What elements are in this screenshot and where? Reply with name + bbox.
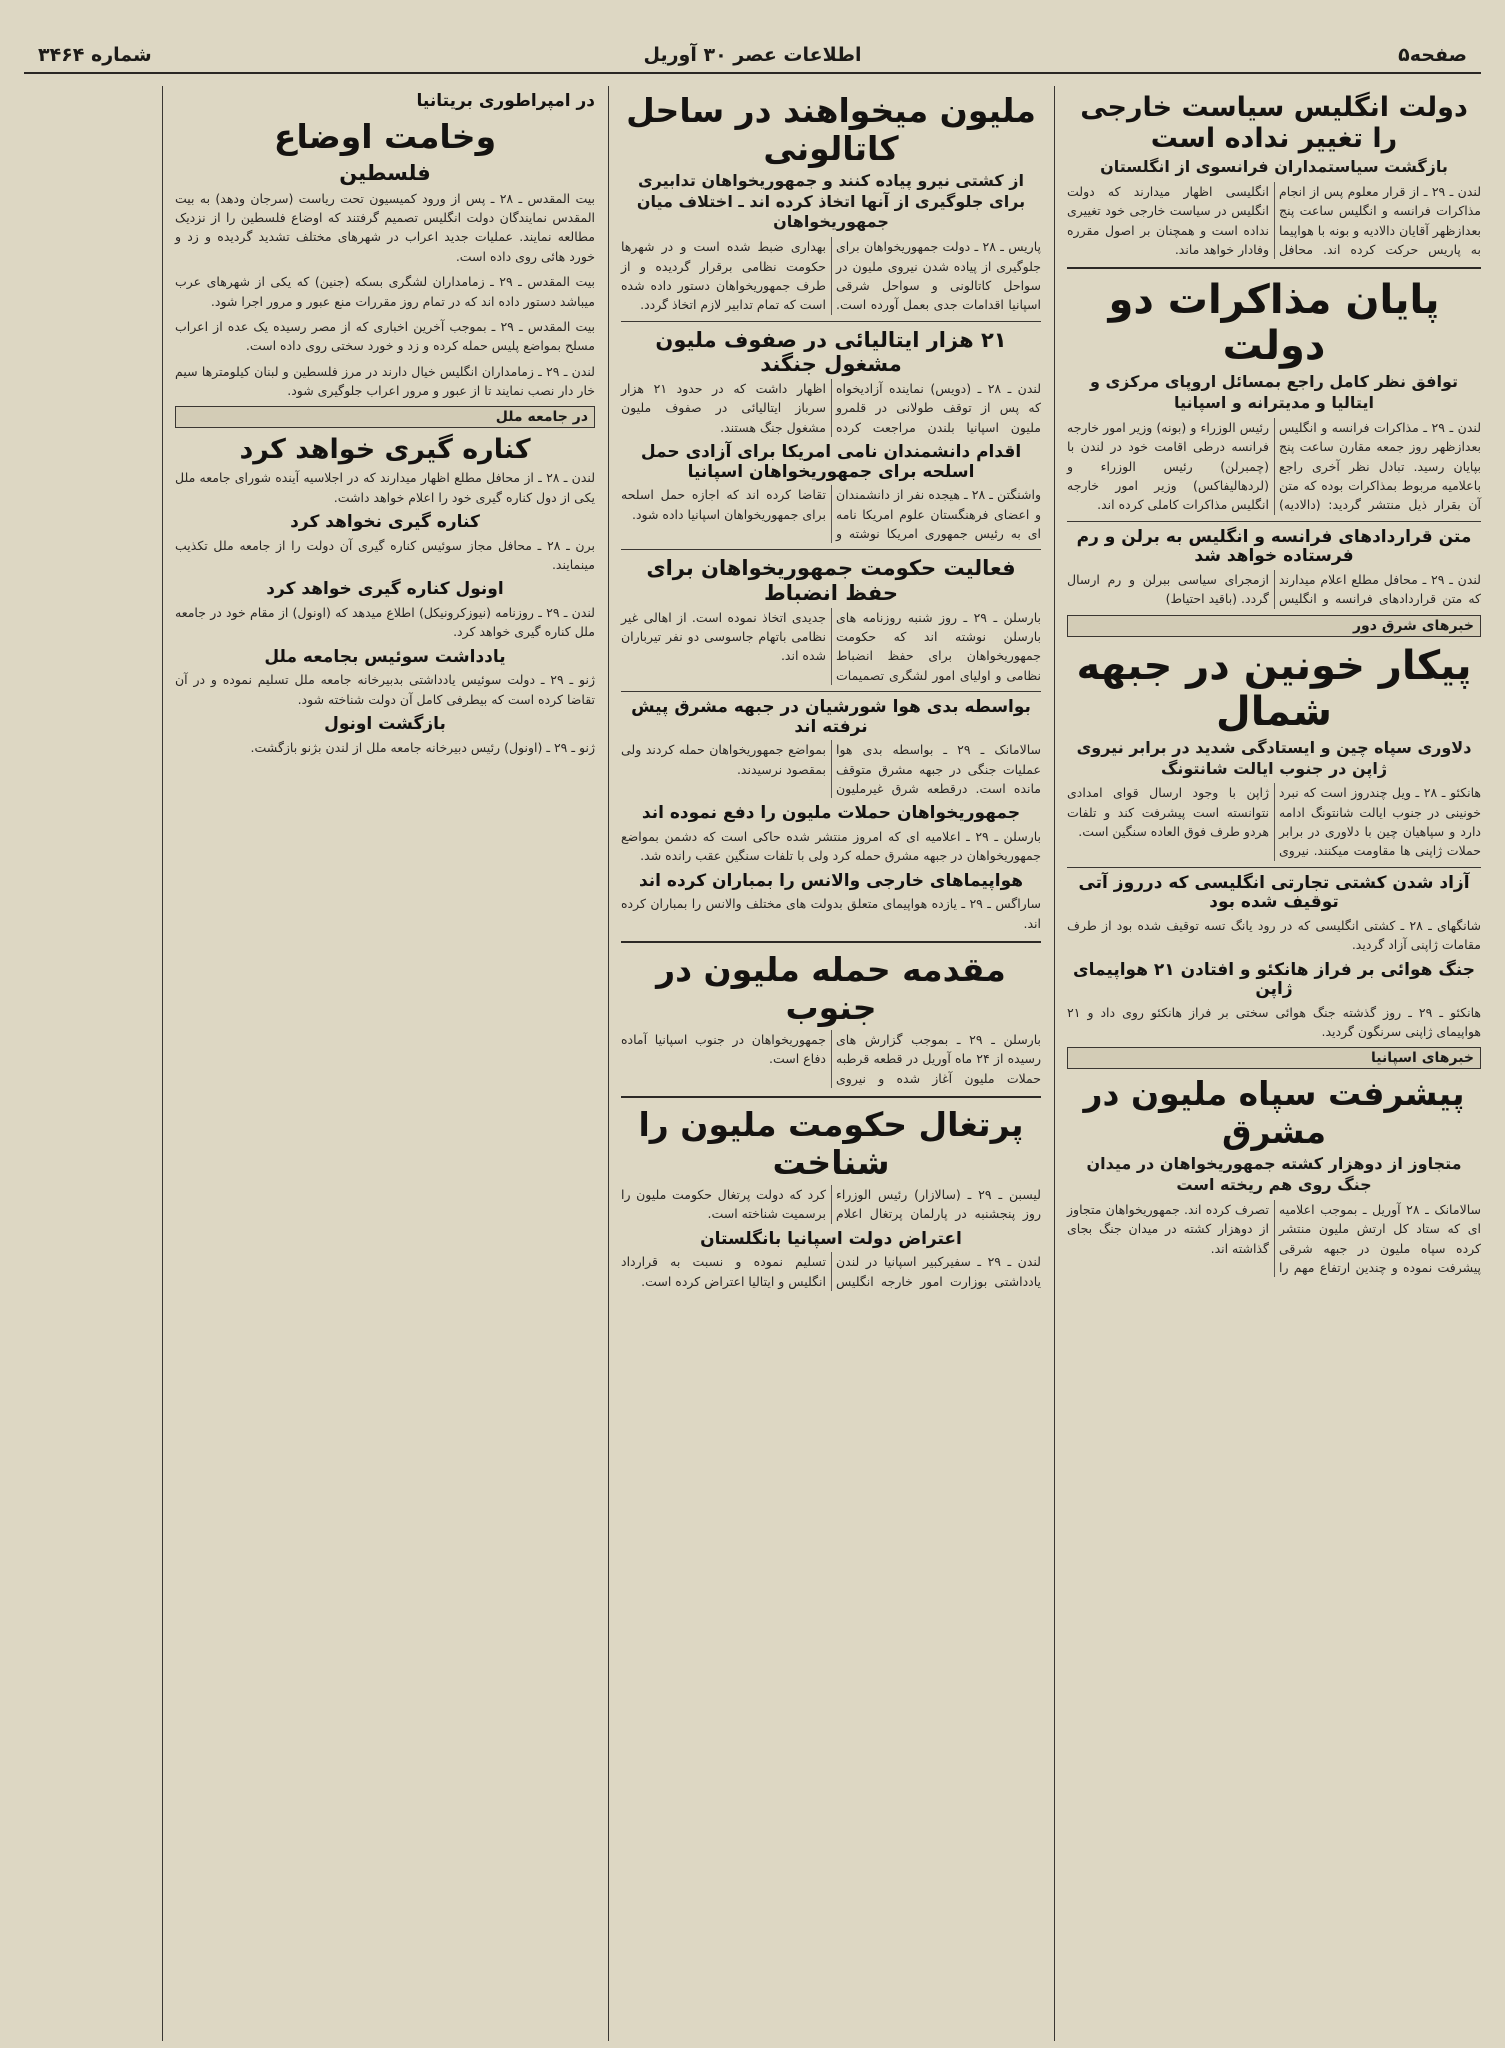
headline: مقدمه حمله ملیون در جنوب <box>656 949 1006 1027</box>
section-label: در امپراطوری بریتانیا <box>416 91 595 111</box>
article-body: لندن ـ ۲۹ ـ از قرار معلوم پس از انجام مذاکرات فرانسه و انگلیس ساعت پنج بعدازظهر آقایان دالادیه و بونه با هواپیما به پاریس حرکت کرده اند. محافل انگلیسی اظهار میدارند که دولت انگلیس در سیاست خارجی خود تغییری نداده است و همچنان بر اصول مقرره وفادار خواهد ماند. <box>1067 183 1482 258</box>
left-margin-strip <box>15 86 155 2041</box>
article-body: هانکئو ـ ۲۹ ـ روز گذشته جنگ هوائی سختی بر فراز هانکئو روی داد و ۲۱ هواپیمای ژاپنی سرنگون گردید. <box>1067 1004 1481 1040</box>
article-body: لندن ـ ۲۹ ـ محافل مطلع اعلام میدارند که متن قراردادهای فرانسه و انگلیس ازمجرای سیاسی ببرلن و رم ارسال گردد. (باقید احتیاط) <box>1067 571 1481 607</box>
column-divider <box>608 86 609 2041</box>
headline: کناره گیری نخواهد کرد <box>290 512 480 533</box>
headline: ملیون میخواهند در ساحل کاتالونی <box>626 91 1036 168</box>
headline: دولت انگلیس سیاست خارجی را تغییر نداده است <box>1080 92 1468 155</box>
headline: اونول کناره گیری خواهد کرد <box>266 579 504 600</box>
issue-number: شماره ۳۴۶۴ <box>38 44 152 66</box>
article-body: لیسبن ـ ۲۹ ـ (سالازار) رئیس الوزراء روز پنجشنبه در پارلمان پرتغال اعلام کرد که دولت پرتغال حکومت ملیون را برسمیت شناخته است. <box>621 1186 1041 1222</box>
divider <box>621 1096 1041 1098</box>
headline: بواسطه بدی هوا شورشیان در جبهه مشرق پیش نرفته اند <box>631 697 1031 737</box>
headline: بازگشت اونول <box>324 714 446 735</box>
subheadline: متجاوز از دوهزار کشته جمهوریخواهان در میدان جنگ روی هم ریخته است <box>1086 1154 1462 1195</box>
headline: پایان مذاکرات دو دولت <box>1108 277 1440 370</box>
article-body: سالامانک ـ ۲۸ آوریل ـ بموجب اعلامیه ای که ستاد کل ارتش ملیون منتشر کرده سپاه ملیون در جبهه شرقی پیشرفت نموده و چندین ارتفاع مهم را تصرف کرده اند. جمهوریخواهان متجاوز از دوهزار کشته در میدان جنگ بجای گذاشته اند. <box>1067 1201 1481 1276</box>
article-body: برن ـ ۲۸ ـ محافل مجاز سوئیس کناره گیری آن دولت را از جامعه ملل تکذیب مینمایند. <box>175 537 595 573</box>
headline: پیشرفت سپاه ملیون در مشرق <box>1083 1074 1465 1152</box>
article-body: لندن ـ ۲۹ ـ روزنامه (نیوزکرونیکل) اطلاع میدهد که (اونول) از مقام خود در جامعه ملل کناره گیری خواهد کرد. <box>175 605 595 640</box>
article-body: بیت المقدس ـ ۲۹ ـ زمامداران لشگری بسکه (جنین) که یکی از شهرهای عرب میباشد دستور داده اند که در تمام روز مقررات منع عبور و مرور اجرا شود. <box>175 274 595 309</box>
divider <box>621 321 1041 322</box>
headline: فعالیت حکومت جمهوریخواهان برای حفظ انضباط <box>646 556 1016 605</box>
page-number: صفحه۵ <box>1398 44 1467 66</box>
subheadline: توافق نظر کامل راجع بمسائل اروپای مرکزی و ایتالیا و مدیترانه و اسپانیا <box>1090 372 1458 413</box>
article-body: بارسلن ـ ۲۹ ـ بموجب گزارش های رسیده از ۲۴ ماه آوریل در قطعه قرطبه حملات ملیون آغاز شده و نیروی جمهوریخواهان در جنوب اسپانیا آماده دفاع است. <box>621 1031 1041 1086</box>
article-body: بیت المقدس ـ ۲۸ ـ پس از ورود کمیسیون تحت ریاست (سرجان ودهد) به بیت المقدس نمایندگان دولت انگلیس تصمیم گرفتند که اوضاع فلسطین را از نزدیک مطالعه نمایند. عملیات جدید اعراب در شهرهای مختلف تشدید گردیده و زد و خورد هائی روی داده است. <box>175 190 595 264</box>
article-body: بیت المقدس ـ ۲۹ ـ بموجب آخرین اخباری که از مصر رسیده یک عده از اعراب مسلح بمواضع پلیس حمله کرده و زد و خورد سختی روی داده است. <box>175 318 595 354</box>
article-body: هانکئو ـ ۲۸ ـ ویل چندروز است که نبرد خونینی در جنوب ایالت شانتونگ ادامه دارد و سپاهیان چین با دلاوری در برابر حملات ژاپنی ها مقاومت میکنند. نیروی ژاپن با وجود ارسال قوای امدادی نتوانسته است پیشرفت کند و تلفات هردو طرف فوق العاده سنگین است. <box>1067 785 1481 859</box>
subheadline: بازگشت سیاستمداران فرانسوی از انگلستان <box>1100 157 1448 177</box>
subheadline: از کشتی نیرو پیاده کنند و جمهوریخواهان تدابیری برای جلوگیری از آنها اتخاذ کرده اند ـ اختلاف میان جمهوریخواهان <box>636 170 1026 232</box>
divider <box>1067 521 1481 522</box>
article-body: لندن ـ ۲۸ ـ از محافل مطلع اظهار میدارند که در اجلاسیه آینده شورای جامعه ملل یکی از دول کناره گیری خود را اعلام خواهد داشت. <box>175 470 595 505</box>
headline: جنگ هوائی بر فراز هانکئو و افتادن ۲۱ هواپیمای ژاپن <box>1073 959 1475 1000</box>
headline: جمهوریخواهان حملات ملیون را دفع نموده اند <box>641 803 1021 824</box>
divider <box>1067 867 1481 868</box>
article-body: ژنو ـ ۲۹ ـ (اونول) رئیس دبیرخانه جامعه ملل از لندن بژنو بازگشت. <box>250 739 595 755</box>
article-body: بارسلن ـ ۲۹ ـ اعلامیه ای که امروز منتشر شده حاکی است که دشمن بمواضع جمهوریخواهان در جبهه مشرق حمله کرد ولی با تلفات سنگین عقب رانده شد. <box>621 828 1041 864</box>
newspaper-name-date: اطلاعات عصر ۳۰ آوریل <box>643 44 862 66</box>
headline: وخامت اوضاع <box>273 116 497 156</box>
column-left <box>169 86 601 2041</box>
column-divider <box>1054 86 1055 2041</box>
section-band: خبرهای شرق دور <box>1067 615 1481 637</box>
article-body: پاریس ـ ۲۸ ـ دولت جمهوریخواهان برای جلوگیری از پیاده شدن نیروی ملیون در سواحل کاتالونی و سواحل شرقی اسپانیا اقدامات جدی بعمل آورده است. بهداری ضبط شده است و در شهرها حکومت نظامی برقرار گردیده و از طرف جمهوریخواهان دستور داده شده است که تمام تدابیر لازم اتخاذ گردد. <box>621 239 1041 313</box>
headline: هواپیماهای خارجی والانس را بمباران کرده اند <box>638 870 1024 891</box>
article-body: لندن ـ ۲۹ ـ سفیرکبیر اسپانیا در لندن یادداشتی بوزارت امور خارجه انگلیس تسلیم نموده و نسبت به قرارداد انگلیس و ایتالیا اعتراض کرده است. <box>621 1254 1041 1289</box>
article-body: لندن ـ ۲۹ ـ زمامداران انگلیس خیال دارند در مرز فلسطین و لبنان کیلومترها سیم خار دار نصب نمایند تا از عبور و مرور اعراب جلوگیری شود. <box>175 363 595 398</box>
article-body: سالامانک ـ ۲۹ ـ بواسطه بدی هوا عملیات جنگی در جبهه مشرق متوقف مانده است. درقطعه شرق غیرملیون بمواضع جمهوریخواهان حمله کردند ولی بمقصود نرسیدند. <box>621 742 1041 797</box>
column-divider <box>162 86 163 2041</box>
headline: کناره گیری خواهد کرد <box>239 434 531 466</box>
headline: متن قراردادهای فرانسه و انگلیس به برلن و رم فرستاده خواهد شد <box>1076 526 1472 567</box>
article-body: ژنو ـ ۲۹ ـ دولت سوئیس یادداشتی بدبیرخانه جامعه ملل تسلیم نموده و در آن تقاضا کرده است که بیطرفی کامل آن دولت شناخته شود. <box>175 672 595 707</box>
headline: ۲۱ هزار ایتالیائی در صفوف ملیون مشغول جنگند <box>655 327 1007 376</box>
subheadline: دلاوری سپاه چین و ایستادگی شدید در برابر نیروی ژاپن در جنوب ایالت شانتونگ <box>1076 737 1472 778</box>
divider <box>1067 267 1481 269</box>
column-right <box>1061 86 1487 2041</box>
article-body: لندن ـ ۲۹ ـ مذاکرات فرانسه و انگلیس بعدازظهر روز جمعه مقارن ساعت پنج بپایان رسید. تبادل نظر آخری راجع باعلامیه مربوط بمذاکرات بوده که متن آن بقرار ذیل منتشر گردید: (دالادیه) رئیس الوزراء و (بونه) وزیر امور خارجه فرانسه درطی اقامت خود در لندن با (چمبرلن) رئیس الوزراء و (لردهالیفاکس) وزیر امور خارجه انگلیس مذاکرات کاملی کرده اند. <box>1067 419 1482 513</box>
article-body: بارسلن ـ ۲۹ ـ روز شنبه روزنامه های بارسلن نوشته اند که حکومت جمهوریخواهان برای حفظ انضباط نظامی و اولیای امور لشگری تصمیمات جدیدی اتخاذ نموده است. از اهالی غیر نظامی باتهام جاسوسی دو نفر تیرباران شده اند. <box>621 609 1041 683</box>
section-band: در جامعه ملل <box>175 406 595 428</box>
column-center <box>615 86 1047 2041</box>
article-body: لندن ـ ۲۸ ـ (دویس) نماینده آزادیخواه که پس از توقف طولانی در قلمرو ملیون اسپانیا بلندن مراجعت کرده اظهار داشت که در حدود ۲۱ هزار سرباز ایتالیائی در صفوف ملیون مشغول جنگ هستند. <box>621 381 1042 435</box>
article-body: شانگهای ـ ۲۸ ـ کشتی انگلیسی که در رود یانگ تسه توقیف شده بود از طرف مقامات ژاپنی آزاد گردید. <box>1067 917 1481 953</box>
masthead <box>24 42 1481 74</box>
section-band: خبرهای اسپانیا <box>1067 1047 1481 1069</box>
headline: یادداشت سوئیس بجامعه ملل <box>264 646 506 667</box>
divider <box>621 941 1041 943</box>
article-body: ساراگس ـ ۲۹ ـ یازده هواپیمای متعلق بدولت های مختلف والانس را بمباران کرده اند. <box>621 896 1042 931</box>
divider <box>621 691 1041 692</box>
article-body: واشنگتن ـ ۲۸ ـ هیجده نفر از دانشمندان و اعضای فرهنگستان علوم امریکا نامه ای به رئیس جمهوری امریکا نوشته و تقاضا کرده اند که اجازه حمل اسلحه برای جمهوریخواهان اسپانیا داده شود. <box>621 487 1041 542</box>
headline: پرتغال حکومت ملیون را شناخت <box>638 1104 1024 1182</box>
headline: اقدام دانشمندان نامی امریکا برای آزادی حمل اسلحه برای جمهوریخواهان اسپانیا <box>640 442 1022 482</box>
headline: آزاد شدن کشتی تجارتی انگلیسی که درروز آتی توقیف شده بود <box>1078 872 1470 913</box>
divider <box>621 549 1041 550</box>
headline: اعتراض دولت اسپانیا بانگلستان <box>700 1228 962 1249</box>
headline: پیکار خونین در جبهه شمال <box>1076 642 1472 735</box>
subheadline: فلسطین <box>339 161 431 186</box>
